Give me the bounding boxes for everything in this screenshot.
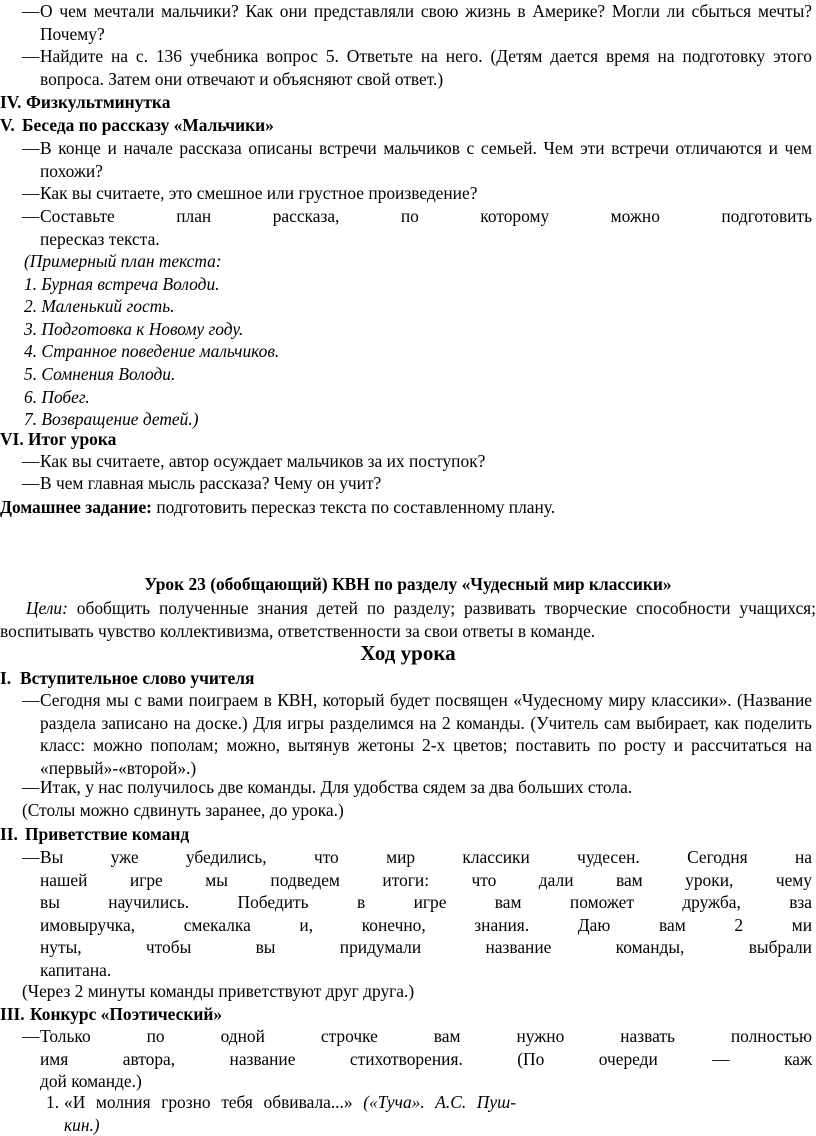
plan-item: 1. Бурная встреча Володи. xyxy=(24,273,220,294)
question-author xyxy=(0,450,816,473)
section-number: V. xyxy=(0,115,15,135)
section-title: Вступительное слово учителя xyxy=(20,668,255,688)
homework-label: Домашнее задание: xyxy=(0,497,152,517)
teacher-intro xyxy=(0,689,816,779)
plan-item: 7. Возвращение детей.) xyxy=(24,409,199,430)
text-line: капитана. xyxy=(40,959,112,980)
section-number: I. xyxy=(0,668,12,688)
paragraph: Сегодня мы с вами поиграем в КВН, который будет посвящен «Чудесному миру классики». (Название раздела записано на доске.) Для игры разделимся на 2 команды. (Учитель сам выбирает, как поделить класс: можно пополам; можно, вытянув жетоны 2-х цветов; поставить по росту и рассчитаться на «первый»-«второй».) xyxy=(40,690,812,778)
question-main-idea xyxy=(0,472,816,495)
section-heading-i xyxy=(0,667,816,690)
section-title: Итог урока xyxy=(28,429,117,449)
dash: — xyxy=(22,46,40,66)
homework-text: подготовить пересказ текста по составленному плану. xyxy=(151,497,556,517)
dash: — xyxy=(22,451,40,471)
poem-answer-cont: кин.) xyxy=(64,1114,100,1135)
text-line: нашей игре мы подведем итоги: что дали вам уроки, чему xyxy=(40,869,812,890)
plan-item: 3. Подготовка к Новому году. xyxy=(24,318,244,339)
section-title: Беседа по рассказу «Мальчики» xyxy=(22,115,274,135)
text-line: Только по одной строчке вам нужно назвать полностью xyxy=(40,1026,812,1046)
question-plan xyxy=(0,205,816,250)
greeting-note: (Через 2 минуты команды приветствуют друг друга.) xyxy=(22,981,415,1001)
section-number: III. xyxy=(0,1004,25,1024)
goals-text: обобщить полученные знания детей по разделу; развивать творческие способности учащихся; воспитывать чувство коллективизма, ответственности за свои ответы в команде. xyxy=(0,598,816,641)
section-heading-iii xyxy=(0,1003,816,1026)
section-heading-vi xyxy=(0,428,816,451)
poem-quote: «И молния грозно тебя обвивала...» xyxy=(64,1092,353,1112)
dash: — xyxy=(22,690,40,710)
dash: — xyxy=(22,1026,40,1046)
dash: — xyxy=(22,1,40,21)
question-text: О чем мечтали мальчики? Как они представляли свою жизнь в Америке? Могли ли сбыться мечты? Почему? xyxy=(40,1,812,44)
section-title: Приветствие команд xyxy=(25,824,190,844)
section-heading-v xyxy=(0,114,816,137)
question-dreams xyxy=(0,0,816,45)
question-text: В чем главная мысль рассказа? Чему он учит? xyxy=(40,473,382,493)
question-text: Как вы считаете, это смешное или грустное произведение? xyxy=(40,183,478,203)
plan-item: 6. Побег. xyxy=(24,386,90,407)
dash: — xyxy=(22,847,40,867)
teams-text xyxy=(0,776,816,799)
question-text-line: пересказ текста. xyxy=(40,228,160,249)
question-meetings xyxy=(0,137,816,182)
poem-answer: («Туча». А.С. Пуш- xyxy=(363,1092,516,1112)
section-title: Конкурс «Поэтический» xyxy=(30,1004,223,1024)
plan-item: 2. Маленький гость. xyxy=(24,296,175,317)
text-line: имя автора, название стихотворения. (По очереди — каж xyxy=(40,1048,812,1069)
dash: — xyxy=(22,138,40,158)
item-number: 1. xyxy=(46,1092,60,1112)
text-plan xyxy=(0,250,816,431)
lesson-course-heading: Ход урока xyxy=(360,641,456,665)
section-number: II. xyxy=(0,824,18,844)
question-text: Найдите на с. 136 учебника вопрос 5. Ответьте на него. (Детям дается время на подготовку этого вопроса. Затем они отвечают и объясняют свой ответ.) xyxy=(40,46,812,89)
poetry-contest-rules xyxy=(0,1025,816,1093)
homework xyxy=(0,496,816,519)
dash: — xyxy=(22,473,40,493)
lesson-goals xyxy=(0,597,816,642)
question-funny-sad xyxy=(0,182,816,205)
teams-greeting xyxy=(0,846,816,982)
text-line: Вы уже убедились, что мир классики чудесен. Сегодня на xyxy=(40,847,812,867)
plan-item: 5. Сомнения Володи. xyxy=(24,363,176,384)
dash: — xyxy=(22,777,40,797)
plan-intro: (Примерный план текста: xyxy=(24,251,222,271)
dash: — xyxy=(22,206,40,226)
text-line: нуты, чтобы вы придумали название команды, выбрали xyxy=(40,937,812,958)
tables-note: (Столы можно сдвинуть заранее, до урока.) xyxy=(22,800,344,820)
text-line: имовыручка, смекалка и, конечно, знания. Даю вам 2 ми xyxy=(40,914,812,935)
question-text-line: Составьте план рассказа, по которому можно подготовить xyxy=(40,206,812,226)
question-textbook xyxy=(0,45,816,90)
poetry-item-1 xyxy=(46,1091,516,1136)
text-line: вы научились. Победить в игре вам поможет дружба, вза xyxy=(40,892,812,913)
question-text: Как вы считаете, автор осуждает мальчиков за их поступок? xyxy=(40,451,486,471)
section-heading-iv xyxy=(0,91,816,114)
section-number: IV. xyxy=(0,92,22,112)
section-heading-ii xyxy=(0,823,816,846)
goals-label: Цели: xyxy=(26,598,68,618)
section-number: VI. xyxy=(0,429,24,449)
paragraph: Итак, у нас получилось две команды. Для удобства сядем за два больших стола. xyxy=(40,777,633,797)
plan-item: 4. Странное поведение мальчиков. xyxy=(24,341,280,362)
dash: — xyxy=(22,183,40,203)
text-line: дой команде.) xyxy=(40,1071,142,1092)
lesson-title: Урок 23 (обобщающий) КВН по разделу «Чудесный мир классики» xyxy=(144,574,672,594)
question-text: В конце и начале рассказа описаны встречи мальчиков с семьей. Чем эти встречи отличаются и чем похожи? xyxy=(40,138,812,181)
section-title: Физкультминутка xyxy=(26,92,171,112)
